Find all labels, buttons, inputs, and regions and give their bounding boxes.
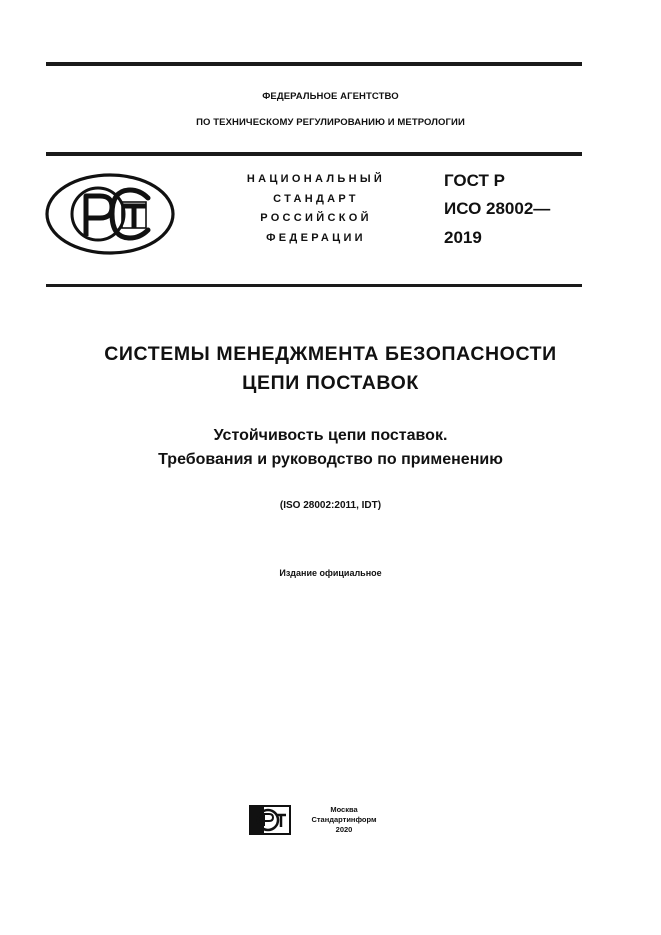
standard-designation-line1: ГОСТ Р [444, 171, 505, 190]
document-subtitle-line2: Требования и руководство по применению [158, 451, 503, 468]
document-title-line2: ЦЕПИ ПОСТАВОК [242, 372, 419, 394]
standard-designation-line3: 2019 [444, 228, 482, 247]
standard-type-line4: ФЕДЕРАЦИИ [266, 232, 366, 244]
iso-reference: (ISO 28002:2011, IDT) [279, 500, 382, 511]
publisher-city: Москва [330, 805, 358, 814]
top-rule [46, 62, 582, 66]
standard-designation-line2: ИСО 28002— [444, 199, 551, 218]
standard-type-line1: НАЦИОНАЛЬНЫЙ [246, 173, 386, 185]
document-subtitle-line1: Устойчивость цепи поставок. [213, 427, 448, 444]
publisher-name: Стандартинформ [311, 815, 377, 824]
document-title-line1: СИСТЕМЫ МЕНЕДЖМЕНТА БЕЗОПАСНОСТИ [104, 343, 557, 365]
publisher-logo-icon [248, 804, 292, 836]
standard-type-line3: РОССИЙСКОЙ [260, 212, 372, 224]
agency-name-line1: ФЕДЕРАЛЬНОЕ АГЕНТСТВО [262, 91, 399, 102]
edition-note: Издание официальное [279, 568, 382, 578]
lower-divider [46, 284, 582, 287]
rst-logo-icon [44, 172, 176, 256]
publication-year: 2020 [335, 825, 353, 834]
standard-type-line2: СТАНДАРТ [273, 193, 359, 205]
agency-name-line2: ПО ТЕХНИЧЕСКОМУ РЕГУЛИРОВАНИЮ И МЕТРОЛОГИИ [196, 117, 465, 128]
upper-divider [46, 152, 582, 156]
